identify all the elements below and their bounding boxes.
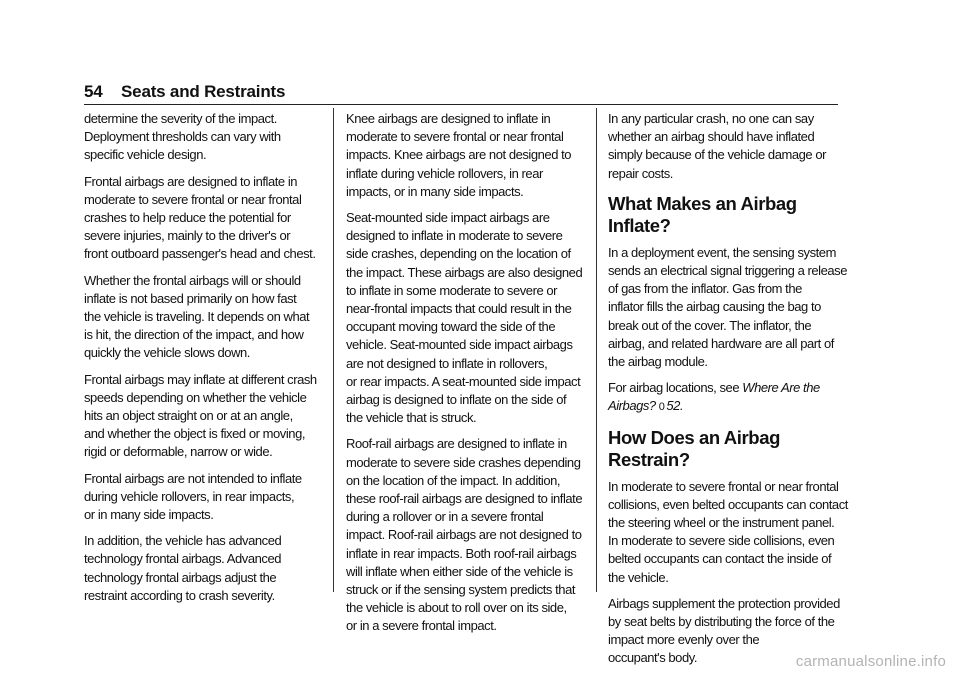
text-line: impact. Roof-rail airbags are not designed to xyxy=(346,527,582,543)
text-line: Seat-mounted side impact airbags are xyxy=(346,210,550,226)
page-number: 54 xyxy=(84,82,103,101)
text-line: and whether the object is fixed or moving, xyxy=(84,426,306,442)
text-line: belted occupants can contact the inside of xyxy=(608,551,832,567)
column-divider-1 xyxy=(333,108,334,592)
ref-prefix: For airbag locations, see xyxy=(608,380,740,396)
ref-link-where-are-airbags[interactable]: Where Are the xyxy=(742,380,820,396)
text-line: In moderate to severe frontal or near frontal xyxy=(608,478,839,494)
text-line: quickly the vehicle slows down. xyxy=(84,345,250,361)
text-line: the vehicle. xyxy=(608,569,669,585)
text-line: determine the severity of the impact. xyxy=(84,111,277,126)
ref-page-number[interactable]: 52. xyxy=(666,398,684,414)
text-line: side crashes, depending on the location of xyxy=(346,246,571,262)
text-line: speeds depending on whether the vehicle xyxy=(84,389,307,405)
text-line: inflate is not based primarily on how fast xyxy=(84,290,297,306)
text-line: rigid or deformable, narrow or wide. xyxy=(84,444,273,460)
text-line xyxy=(608,379,840,397)
paragraph xyxy=(346,435,590,635)
text-line: the airbag module. xyxy=(608,354,708,370)
text-line: impact more evenly over the xyxy=(608,632,760,648)
text-line: crashes to help reduce the potential for xyxy=(84,210,291,226)
text-line: the impact. These airbags are also designed xyxy=(346,264,583,280)
text-line: Deployment thresholds can vary with xyxy=(84,129,281,145)
text-line: technology frontal airbags. Advanced xyxy=(84,551,281,567)
text-line: In a deployment event, the sensing system xyxy=(608,244,836,260)
text-line: Frontal airbags are designed to inflate in xyxy=(84,173,298,189)
paragraph xyxy=(608,244,847,371)
text-line: moderate to severe side crashes depending xyxy=(346,454,581,470)
paragraph xyxy=(346,110,590,201)
text-line: whether an airbag should have inflated xyxy=(608,129,815,145)
cross-reference-paragraph xyxy=(608,379,840,416)
page-header xyxy=(84,82,285,102)
text-line: simply because of the vehicle damage or xyxy=(608,147,827,163)
paragraph xyxy=(608,110,840,183)
text-line: occupant's body. xyxy=(608,650,697,666)
header-rule xyxy=(84,104,838,105)
page-ref-icon: 0 xyxy=(658,401,665,414)
text-line: front outboard passenger's head and chest. xyxy=(84,246,316,262)
text-line: technology frontal airbags adjust the xyxy=(84,569,277,585)
text-line: Whether the frontal airbags will or should xyxy=(84,272,301,288)
paragraph xyxy=(608,478,848,587)
paragraph xyxy=(84,532,326,605)
paragraph xyxy=(84,173,326,264)
text-line: inflate during vehicle rollovers, in rear xyxy=(346,165,543,181)
text-line: impacts. Knee airbags are not designed to xyxy=(346,147,572,163)
text-line: the vehicle is traveling. It depends on what xyxy=(84,309,310,325)
text-line: struck or if the sensing system predicts that xyxy=(346,582,576,598)
text-line: designed to inflate in moderate to severe xyxy=(346,228,563,244)
text-line: Frontal airbags may inflate at different crash xyxy=(84,371,317,387)
text-line: airbag is designed to inflate on the side of xyxy=(346,392,567,408)
text-line: Airbags supplement the protection provided xyxy=(608,595,840,611)
text-line: the vehicle that is struck. xyxy=(346,410,477,426)
text-line: restraint according to crash severity. xyxy=(84,587,275,603)
text-line: of gas from the inflator. Gas from the xyxy=(608,281,802,297)
text-line: to inflate in some moderate to severe or xyxy=(346,282,558,298)
text-line: specific vehicle design. xyxy=(84,147,207,163)
section-heading-airbag-inflate: What Makes an Airbag Inflate? xyxy=(608,192,797,236)
text-line: sends an electrical signal triggering a release xyxy=(608,263,847,279)
text-line: In any particular crash, no one can say xyxy=(608,111,814,126)
paragraph xyxy=(84,470,326,525)
column-divider-2 xyxy=(596,108,597,592)
text-line: will inflate when either side of the vehicle is xyxy=(346,563,573,579)
text-line: hits an object straight on or at an angle, xyxy=(84,408,293,424)
text-line: or in a severe frontal impact. xyxy=(346,618,497,634)
text-line: collisions, even belted occupants can contact xyxy=(608,496,848,512)
text-line: vehicle. Seat-mounted side impact airbags xyxy=(346,337,573,353)
text-line xyxy=(608,397,840,416)
text-line: the steering wheel or the instrument panel. xyxy=(608,515,835,531)
text-line: impacts, or in many side impacts. xyxy=(346,183,524,199)
text-line: In moderate to severe side collisions, even xyxy=(608,533,835,549)
text-line: these roof-rail airbags are designed to inflate xyxy=(346,491,583,507)
text-line: moderate to severe frontal or near frontal xyxy=(346,129,564,145)
text-line: on the location of the impact. In addition, xyxy=(346,472,561,488)
section-title: Seats and Restraints xyxy=(121,82,286,101)
text-line: is hit, the direction of the impact, and how xyxy=(84,327,304,343)
text-line: repair costs. xyxy=(608,165,673,181)
text-line: or in many side impacts. xyxy=(84,507,214,523)
text-line: or rear impacts. A seat-mounted side impact xyxy=(346,373,581,389)
watermark: carmanualsonline.info xyxy=(795,653,946,670)
paragraph xyxy=(346,209,590,427)
text-line: moderate to severe frontal or near frontal xyxy=(84,191,302,207)
column-1 xyxy=(84,110,326,613)
text-line: inflate in rear impacts. Both roof-rail airbags xyxy=(346,545,577,561)
column-2 xyxy=(346,110,590,644)
text-line: the vehicle is about to roll over on its side, xyxy=(346,600,567,616)
text-line: severe injuries, mainly to the driver's or xyxy=(84,228,291,244)
text-line: inflator fills the airbag causing the bag to xyxy=(608,299,821,315)
text-line: during vehicle rollovers, in rear impacts, xyxy=(84,488,295,504)
text-line: during a rollover or in a severe frontal xyxy=(346,509,544,525)
text-line: break out of the cover. The inflator, the xyxy=(608,317,812,333)
text-line: In addition, the vehicle has advanced xyxy=(84,533,282,549)
section-heading-airbag-restrain: How Does an Airbag Restrain? xyxy=(608,426,781,470)
paragraph xyxy=(84,110,326,165)
text-line: Frontal airbags are not intended to inflate xyxy=(84,470,302,486)
paragraph xyxy=(84,272,326,363)
column-3 xyxy=(608,110,848,676)
text-line: are not designed to inflate in rollovers, xyxy=(346,355,548,371)
text-line: by seat belts by distributing the force of the xyxy=(608,614,835,630)
text-line: near-frontal impacts that could result in the xyxy=(346,301,572,317)
text-line: occupant moving toward the side of the xyxy=(346,319,556,335)
paragraph xyxy=(84,371,326,462)
text-line: Roof-rail airbags are designed to inflate in xyxy=(346,436,567,452)
ref-link-where-are-airbags-cont[interactable]: Airbags? xyxy=(608,398,656,414)
text-line: airbag, and related hardware are all part of xyxy=(608,335,834,351)
text-line: Knee airbags are designed to inflate in xyxy=(346,111,551,126)
